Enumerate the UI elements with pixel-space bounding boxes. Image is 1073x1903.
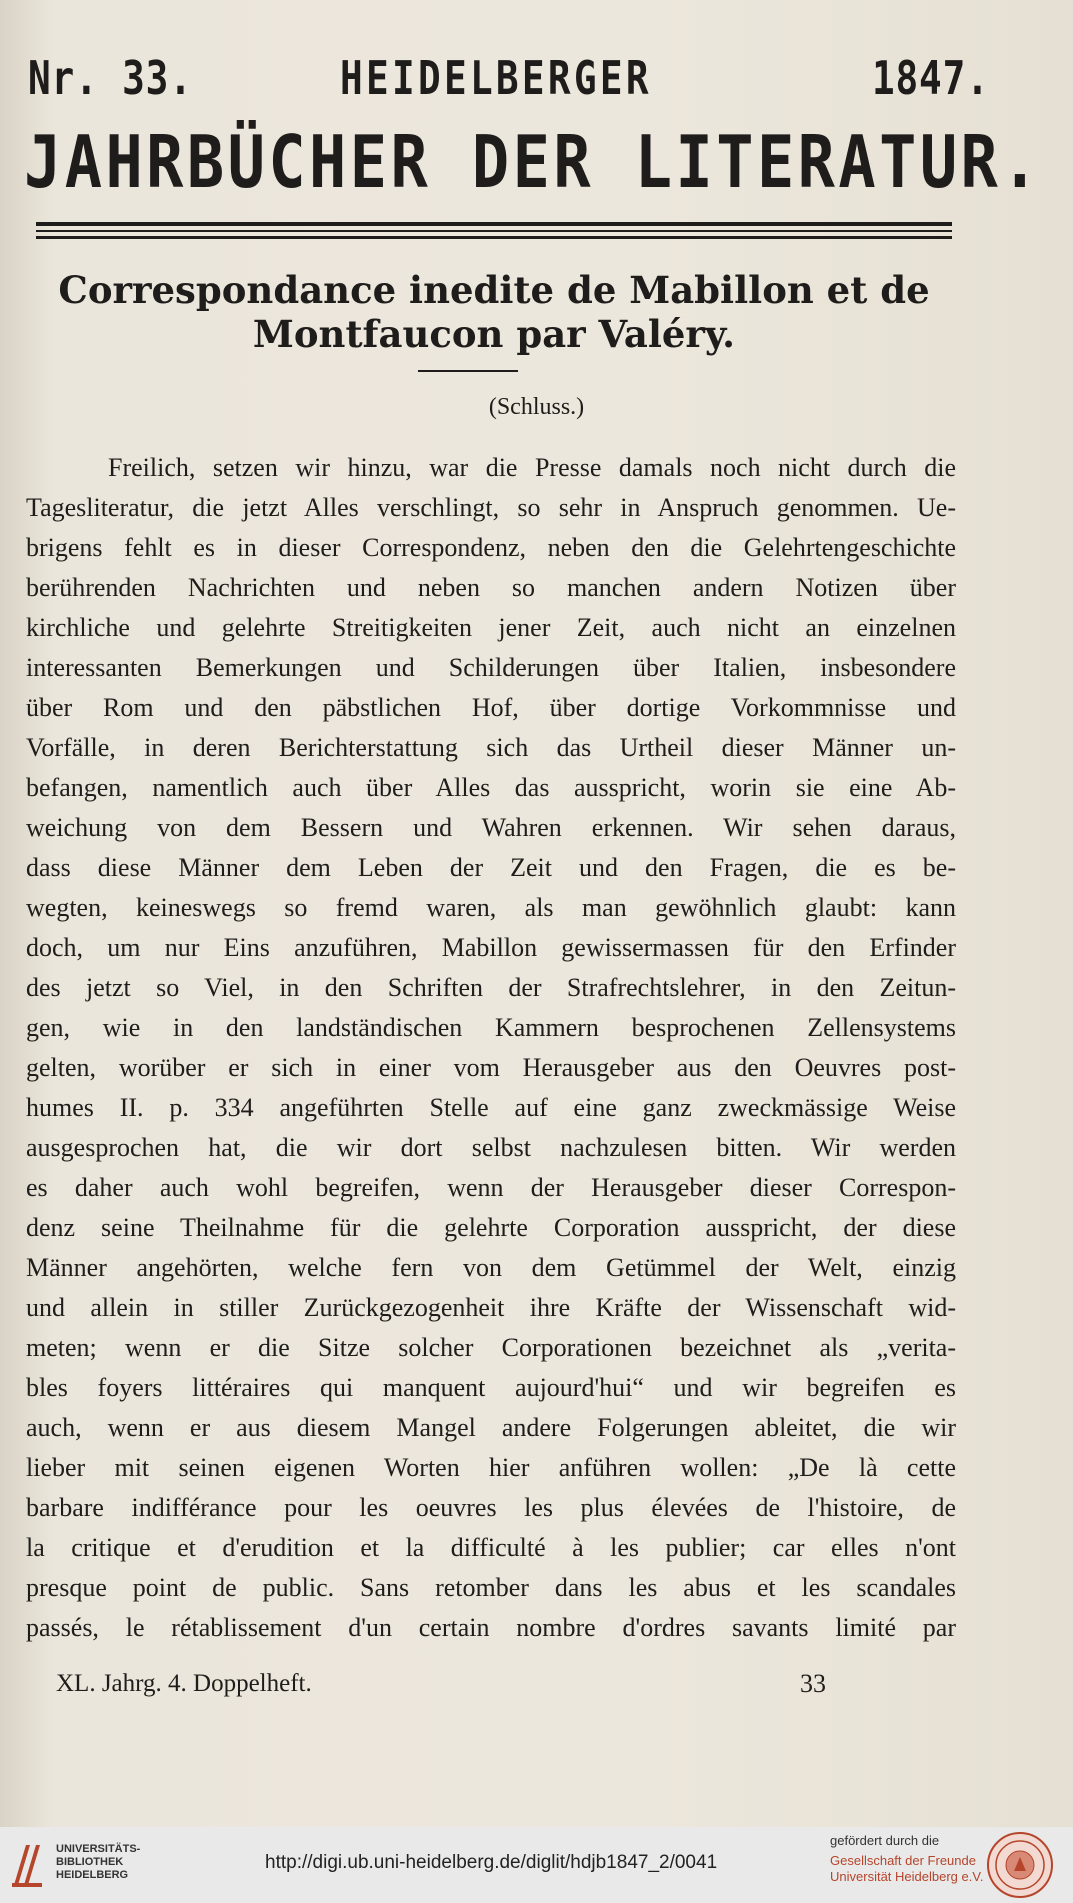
masthead-rule	[36, 222, 952, 226]
text-line: befangen, namentlich auch über Alles das ausspricht, worin sie eine Ab-	[26, 773, 956, 802]
text-line: Vorfälle, in deren Berichterstattung sich das Urtheil dieser Männer un-	[26, 733, 956, 762]
masthead-rule	[36, 230, 952, 232]
text-line: es daher auch wohl begreifen, wenn der Herausgeber dieser Correspon-	[26, 1173, 956, 1202]
text-line: ausgesprochen hat, die wir dort selbst nachzulesen bitten. Wir werden	[26, 1133, 956, 1162]
text-line: meten; wenn er die Sitze solcher Corporationen bezeichnet als „verita-	[26, 1333, 956, 1362]
text-line: passés, le rétablissement d'un certain nombre d'ordres savants limité par	[26, 1613, 956, 1642]
text-line: bles foyers littéraires qui manquent aujourd'hui“ und wir begreifen es	[26, 1373, 956, 1402]
text-line: humes II. p. 334 angeführten Stelle auf eine ganz zweckmässige Weise	[26, 1093, 956, 1122]
masthead-rule	[36, 236, 952, 239]
article-body	[26, 448, 956, 1648]
university-library-logo-icon	[10, 1839, 46, 1891]
text-line: auch, wenn er aus diesem Mangel andere Folgerungen ableitet, die wir	[26, 1413, 956, 1442]
publication-name: HEIDELBERGER	[340, 51, 652, 105]
sponsor-name: Gesellschaft der Freunde Universität Heidelberg e.V.	[830, 1853, 984, 1884]
text-line: barbare indifférance pour les oeuvres les plus élevées de l'histoire, de	[26, 1493, 956, 1522]
signature-number: 33	[800, 1669, 826, 1698]
text-line: lieber mit seinen eigenen Worten hier anführen wollen: „De là cette	[26, 1453, 956, 1482]
text-line: Freilich, setzen wir hinzu, war die Presse damals noch nicht durch die	[108, 453, 956, 482]
issue-number: Nr. 33.	[28, 51, 193, 105]
university-seal-icon	[986, 1831, 1054, 1899]
text-line: Männer angehörten, welche fern von dem Getümmel der Welt, einzig	[26, 1253, 956, 1282]
text-line: brigens fehlt es in dieser Correspondenz, neben den die Gelehrtengeschichte	[26, 533, 956, 562]
volume-signature: XL. Jahrg. 4. Doppelheft.	[56, 1670, 312, 1697]
article-subtitle: (Schluss.)	[488, 394, 585, 420]
text-line: dass diese Männer dem Leben der Zeit und den Fragen, die es be-	[26, 853, 956, 882]
text-line: doch, um nur Eins anzuführen, Mabillon gewissermassen für den Erfinder	[26, 933, 956, 962]
text-line: weichung von dem Bessern und Wahren erkennen. Wir sehen daraus,	[26, 813, 956, 842]
running-header	[28, 51, 990, 105]
publication-year: 1847.	[872, 51, 990, 105]
library-footer-bar	[0, 1827, 1073, 1903]
text-line: gelten, worüber er sich in einer vom Herausgeber aus den Oeuvres post-	[26, 1053, 956, 1082]
masthead-title: JAHRBÜCHER DER LITERATUR.	[24, 120, 1042, 204]
title-divider	[418, 370, 518, 372]
permalink-url[interactable]: http://digi.ub.uni-heidelberg.de/diglit/hdjb1847_2/0041	[265, 1852, 718, 1873]
text-line: Tagesliteratur, die jetzt Alles verschlingt, so sehr in Anspruch genommen. Ue-	[26, 493, 956, 522]
text-line: kirchliche und gelehrte Streitigkeiten jener Zeit, auch nicht an einzelnen	[26, 613, 956, 642]
text-line: über Rom und den päbstlichen Hof, über dortige Vorkommnisse und	[26, 693, 956, 722]
article-title	[40, 268, 948, 356]
text-line: interessanten Bemerkungen und Schilderungen über Italien, insbesondere	[26, 653, 956, 682]
article-title-line: Correspondance inedite de Mabillon et de	[58, 268, 930, 312]
text-line: presque point de public. Sans retomber dans les abus et les scandales	[26, 1573, 956, 1602]
sponsor-intro: gefördert durch die	[830, 1833, 940, 1848]
article-title-line: Montfaucon par Valéry.	[252, 312, 736, 356]
text-line: gen, wie in den landständischen Kammern besprochenen Zellensystems	[26, 1013, 956, 1042]
text-line: la critique et d'erudition et la difficulté à les publier; car elles n'ont	[26, 1533, 956, 1562]
text-line: und allein in stiller Zurückgezogenheit ihre Kräfte der Wissenschaft wid-	[26, 1293, 956, 1322]
library-name: UNIVERSITÄTS- BIBLIOTHEK HEIDELBERG	[56, 1843, 141, 1881]
text-line: denz seine Theilnahme für die gelehrte Corporation ausspricht, der diese	[26, 1213, 956, 1242]
text-line: wegten, keineswegs so fremd waren, als man gewöhnlich glaubt: kann	[26, 893, 956, 922]
text-line: berührenden Nachrichten und neben so manchen andern Notizen über	[26, 573, 956, 602]
text-line: des jetzt so Viel, in den Schriften der Strafrechtslehrer, in den Zeitun-	[26, 973, 956, 1002]
